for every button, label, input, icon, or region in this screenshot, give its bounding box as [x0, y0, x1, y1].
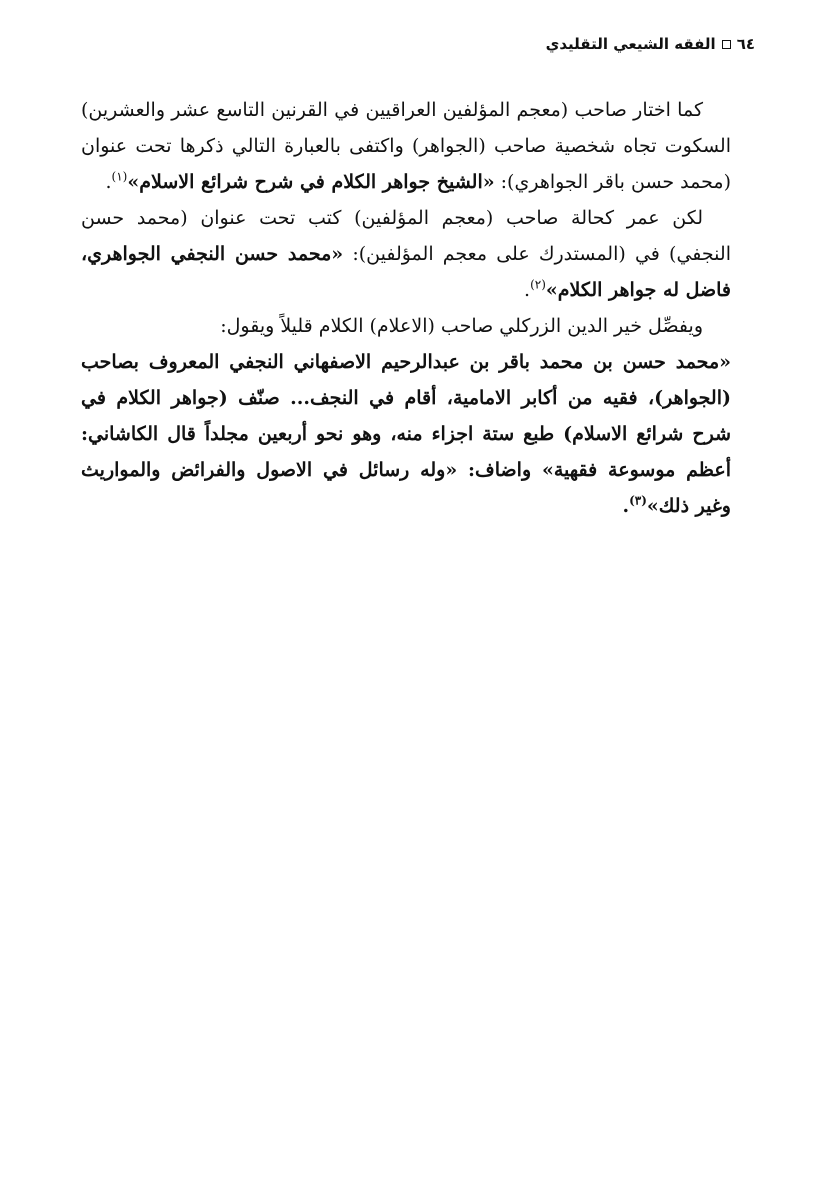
paragraph-2-end: . — [524, 279, 531, 301]
paragraph-1-end: . — [105, 171, 112, 193]
paragraph-1 — [81, 92, 731, 200]
paragraph-3-text: ويفصِّل خير الدين الزركلي صاحب (الاعلام) الكلام قليلاً ويقول: — [220, 315, 703, 337]
paragraph-2-quote: «محمد حسن النجفي الجواهري، فاضل له جواهر الكلام» — [81, 243, 731, 301]
footnote-ref-1: (١) — [111, 169, 128, 184]
footnote-ref-2: (٢) — [530, 277, 546, 292]
paragraph-2 — [81, 200, 731, 308]
paragraph-4 — [81, 344, 731, 524]
body-text — [81, 92, 731, 524]
paragraph-2-text: لكن عمر كحالة صاحب (معجم المؤلفين) كتب تحت عنوان (محمد حسن النجفي) في (المستدرك على معجم المؤلفين): — [81, 207, 731, 265]
paragraph-3 — [81, 308, 731, 344]
footnote-ref-3: (٣) — [629, 493, 647, 508]
running-header — [155, 30, 755, 58]
square-ornament-icon — [722, 40, 731, 49]
paragraph-1-quote: «الشيخ جواهر الكلام في شرح شرائع الاسلام» — [127, 171, 495, 193]
paragraph-1-text: كما اختار صاحب (معجم المؤلفين العراقيين في القرنين التاسع عشر والعشرين) السكوت تجاه شخصية صاحب (الجواهر) واكتفى بالعبارة التالي ذكرها تحت عنوان (محمد حسن باقر الجواهري): — [81, 99, 731, 193]
running-title: الفقه الشيعي التقليدي — [545, 35, 716, 53]
page-number: ٦٤ — [736, 35, 755, 53]
paragraph-4-end: . — [622, 495, 630, 517]
paragraph-4-quote: «محمد حسن بن محمد باقر بن عبدالرحيم الاصفهاني النجفي المعروف بصاحب (الجواهر)، فقيه من أكابر الامامية، أقام في النجف... صنّف (جواهر الكلام في شرح شرائع الاسلام) طبع ستة اجزاء منه، وهو نحو أربعين مجلداً قال الكاشاني: أعظم موسوعة فقهية» واضاف: «وله رسائل في الاصول والفرائض والمواريث وغير ذلك» — [81, 351, 731, 517]
